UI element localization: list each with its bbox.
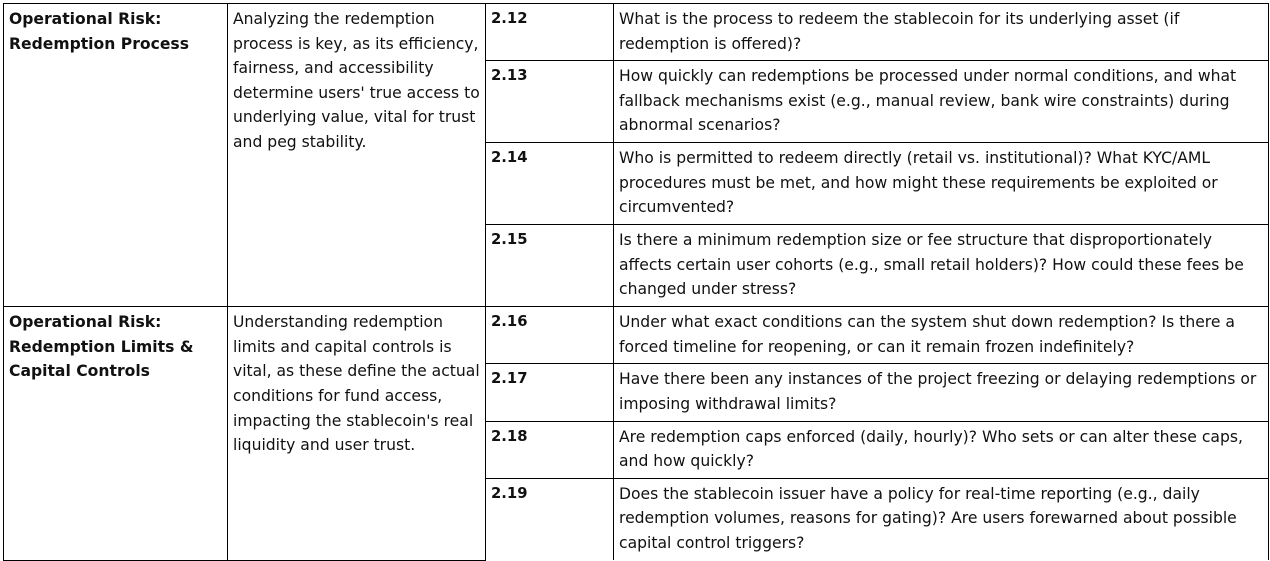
question-number: 2.18 — [486, 421, 614, 478]
category-cell: Operational Risk: Redemption Process — [4, 4, 228, 307]
table-row — [4, 307, 1269, 364]
question-number: 2.19 — [486, 478, 614, 560]
question-text: Who is permitted to redeem directly (retail vs. institutional)? What KYC/AML procedures must be met, and how might these requirements be exploited or circumvented? — [614, 143, 1269, 225]
rationale-cell: Analyzing the redemption process is key, as its efficiency, fairness, and accessibility determine users' true access to underlying value, vital for trust and peg stability. — [228, 4, 486, 307]
question-text: Are redemption caps enforced (daily, hourly)? Who sets or can alter these caps, and how quickly? — [614, 421, 1269, 478]
question-number: 2.13 — [486, 61, 614, 143]
risk-questions-table — [3, 3, 1269, 561]
table-row — [4, 4, 1269, 61]
category-cell: Operational Risk: Redemption Limits & Capital Controls — [4, 307, 228, 561]
question-number: 2.16 — [486, 307, 614, 364]
question-number: 2.12 — [486, 4, 614, 61]
rationale-cell: Understanding redemption limits and capital controls is vital, as these define the actual conditions for fund access, impacting the stablecoin's real liquidity and user trust. — [228, 307, 486, 561]
question-text: What is the process to redeem the stablecoin for its underlying asset (if redemption is offered)? — [614, 4, 1269, 61]
question-text: Under what exact conditions can the system shut down redemption? Is there a forced timeline for reopening, or can it remain frozen indefinitely? — [614, 307, 1269, 364]
question-text: Is there a minimum redemption size or fee structure that disproportionately affects certain user cohorts (e.g., small retail holders)? How could these fees be changed under stress? — [614, 225, 1269, 307]
question-text: How quickly can redemptions be processed under normal conditions, and what fallback mechanisms exist (e.g., manual review, bank wire constraints) during abnormal scenarios? — [614, 61, 1269, 143]
question-number: 2.14 — [486, 143, 614, 225]
question-number: 2.15 — [486, 225, 614, 307]
question-number: 2.17 — [486, 364, 614, 421]
question-text: Does the stablecoin issuer have a policy for real-time reporting (e.g., daily redemption volumes, reasons for gating)? Are users forewarned about possible capital control triggers? — [614, 478, 1269, 560]
question-text: Have there been any instances of the project freezing or delaying redemptions or imposing withdrawal limits? — [614, 364, 1269, 421]
